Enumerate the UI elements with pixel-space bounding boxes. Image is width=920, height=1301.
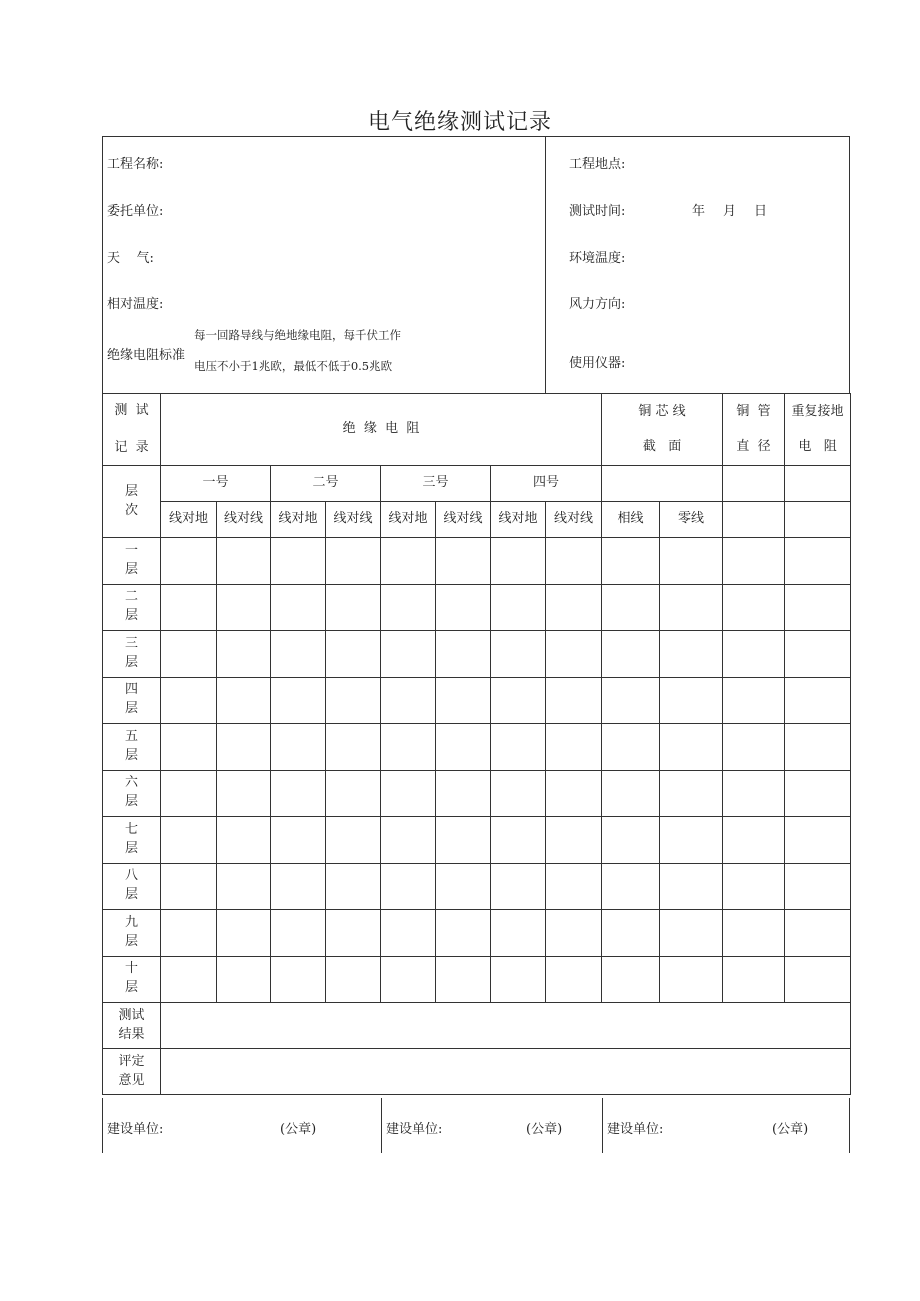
measurement-cell[interactable] bbox=[723, 677, 785, 724]
measurement-cell[interactable] bbox=[723, 631, 785, 678]
measurement-cell[interactable] bbox=[546, 863, 602, 910]
measurement-cell[interactable] bbox=[723, 584, 785, 631]
copper-pipe-header bbox=[723, 394, 785, 466]
standard-text-line2: 电压不小于1兆欧，最低不低于0.5兆欧 bbox=[194, 359, 393, 373]
measurement-cell[interactable] bbox=[217, 677, 271, 724]
measurement-cell[interactable] bbox=[436, 631, 491, 678]
measurement-cell[interactable] bbox=[217, 724, 271, 771]
circuit-4-header: 四号 bbox=[491, 466, 602, 502]
floor-rows bbox=[103, 538, 851, 1003]
measurement-cell[interactable] bbox=[660, 863, 723, 910]
measurement-cell[interactable] bbox=[491, 724, 546, 771]
signature-block bbox=[102, 1098, 850, 1153]
test-record-line2: 记 录 bbox=[114, 439, 149, 455]
measurement-cell[interactable] bbox=[785, 956, 851, 1003]
evaluation-line1: 评定 bbox=[118, 1053, 145, 1069]
measurement-cell[interactable] bbox=[660, 584, 723, 631]
floor-unit: 层 bbox=[124, 654, 138, 670]
floor-row bbox=[103, 817, 851, 864]
measurement-cell[interactable] bbox=[436, 956, 491, 1003]
floor-label bbox=[103, 631, 161, 678]
floor-number: 五 bbox=[124, 728, 138, 744]
measurement-cell[interactable] bbox=[161, 817, 217, 864]
measurement-cell[interactable] bbox=[326, 863, 381, 910]
weather-label: 天 气: bbox=[107, 251, 154, 266]
evaluation-line2: 意见 bbox=[118, 1072, 145, 1088]
measurement-cell[interactable] bbox=[436, 910, 491, 957]
measurement-cell[interactable] bbox=[271, 863, 326, 910]
measurement-cell[interactable] bbox=[217, 956, 271, 1003]
measurement-cell[interactable] bbox=[217, 584, 271, 631]
copper-core-line2: 截 面 bbox=[642, 438, 682, 454]
floor-header-line2: 次 bbox=[124, 502, 138, 518]
measurement-cell[interactable] bbox=[326, 631, 381, 678]
signature-unit-2: 建设单位: bbox=[386, 1122, 443, 1137]
measurement-cell[interactable] bbox=[602, 538, 660, 585]
measurement-cell[interactable] bbox=[602, 631, 660, 678]
measurement-cell[interactable] bbox=[436, 817, 491, 864]
floor-label bbox=[103, 538, 161, 585]
info-divider bbox=[545, 136, 547, 394]
signature-seal-1: (公章) bbox=[280, 1122, 317, 1137]
circuit-2-line-line: 线对线 bbox=[326, 502, 381, 538]
measurement-cell[interactable] bbox=[161, 910, 217, 957]
test-record-line1: 测 试 bbox=[114, 402, 149, 418]
floor-number: 六 bbox=[124, 775, 138, 791]
test-time-label: 测试时间: bbox=[569, 204, 626, 219]
measurement-cell[interactable] bbox=[785, 910, 851, 957]
measurement-cell[interactable] bbox=[602, 910, 660, 957]
header-row-3 bbox=[103, 502, 851, 538]
measurement-cell[interactable] bbox=[491, 863, 546, 910]
measurement-cell[interactable] bbox=[436, 724, 491, 771]
measurement-cell[interactable] bbox=[436, 863, 491, 910]
measurement-cell[interactable] bbox=[271, 956, 326, 1003]
measurement-cell[interactable] bbox=[326, 584, 381, 631]
circuit-4-line-ground: 线对地 bbox=[491, 502, 546, 538]
measurement-cell[interactable] bbox=[161, 631, 217, 678]
evaluation-field[interactable] bbox=[161, 1049, 851, 1095]
measurement-cell[interactable] bbox=[161, 538, 217, 585]
measurement-cell[interactable] bbox=[381, 910, 436, 957]
signature-divider-1 bbox=[381, 1098, 383, 1153]
floor-number: 一 bbox=[124, 542, 138, 558]
floor-number: 三 bbox=[124, 635, 138, 651]
floor-label bbox=[103, 910, 161, 957]
measurement-cell[interactable] bbox=[546, 538, 602, 585]
measurement-cell[interactable] bbox=[546, 817, 602, 864]
floor-row bbox=[103, 584, 851, 631]
circuit-1-header: 一号 bbox=[161, 466, 271, 502]
circuit-2-line-ground: 线对地 bbox=[271, 502, 326, 538]
floor-row bbox=[103, 724, 851, 771]
circuit-3-line-line: 线对线 bbox=[436, 502, 491, 538]
measurement-cell[interactable] bbox=[436, 584, 491, 631]
measurement-cell[interactable] bbox=[723, 817, 785, 864]
measurement-cell[interactable] bbox=[271, 910, 326, 957]
record-form bbox=[102, 136, 850, 1153]
measurement-cell[interactable] bbox=[546, 956, 602, 1003]
measurement-cell[interactable] bbox=[381, 538, 436, 585]
floor-unit: 层 bbox=[124, 840, 138, 856]
test-result-field[interactable] bbox=[161, 1003, 851, 1049]
measurement-cell[interactable] bbox=[491, 817, 546, 864]
instrument-label: 使用仪器: bbox=[569, 356, 626, 371]
floor-label bbox=[103, 677, 161, 724]
floor-row bbox=[103, 677, 851, 724]
measurement-cell[interactable] bbox=[546, 631, 602, 678]
copper-core-line1: 铜 芯 线 bbox=[638, 403, 686, 419]
measurement-cell[interactable] bbox=[546, 677, 602, 724]
signature-seal-3: (公章) bbox=[772, 1122, 809, 1137]
floor-number: 九 bbox=[124, 914, 138, 930]
project-location-label: 工程地点: bbox=[569, 157, 626, 172]
standard-label: 绝缘电阻标准 bbox=[107, 348, 186, 363]
info-block bbox=[102, 136, 850, 394]
header-row-1 bbox=[103, 394, 851, 466]
measurement-cell[interactable] bbox=[217, 770, 271, 817]
measurement-cell[interactable] bbox=[723, 863, 785, 910]
measurement-cell[interactable] bbox=[436, 538, 491, 585]
measurement-cell[interactable] bbox=[326, 724, 381, 771]
result-row bbox=[103, 1003, 851, 1049]
measurement-cell[interactable] bbox=[785, 770, 851, 817]
circuit-3-line-ground: 线对地 bbox=[381, 502, 436, 538]
measurement-cell[interactable] bbox=[381, 770, 436, 817]
ground-resistance-header bbox=[785, 394, 851, 466]
measurement-cell[interactable] bbox=[785, 863, 851, 910]
floor-row bbox=[103, 538, 851, 585]
measurement-cell[interactable] bbox=[660, 956, 723, 1003]
signature-unit-3: 建设单位: bbox=[607, 1122, 664, 1137]
floor-number: 四 bbox=[124, 682, 138, 698]
ground-subheader-blank bbox=[785, 466, 851, 502]
test-result-line1: 测试 bbox=[118, 1007, 145, 1023]
measurement-cell[interactable] bbox=[723, 724, 785, 771]
measurement-cell[interactable] bbox=[217, 817, 271, 864]
floor-label bbox=[103, 724, 161, 771]
measurement-cell[interactable] bbox=[381, 631, 436, 678]
test-result-line2: 结果 bbox=[118, 1026, 145, 1042]
test-result-label bbox=[103, 1003, 161, 1049]
floor-unit: 层 bbox=[124, 701, 138, 717]
floor-header bbox=[103, 466, 161, 538]
measurement-cell[interactable] bbox=[161, 956, 217, 1003]
test-record-header bbox=[103, 394, 161, 466]
measurement-cell[interactable] bbox=[271, 677, 326, 724]
measurement-cell[interactable] bbox=[381, 584, 436, 631]
floor-label bbox=[103, 584, 161, 631]
measurement-cell[interactable] bbox=[271, 584, 326, 631]
evaluation-label bbox=[103, 1049, 161, 1095]
measurement-cell[interactable] bbox=[381, 724, 436, 771]
floor-unit: 层 bbox=[124, 980, 138, 996]
measurement-cell[interactable] bbox=[326, 910, 381, 957]
header-row-2 bbox=[103, 466, 851, 502]
measurement-cell[interactable] bbox=[785, 538, 851, 585]
measurement-cell[interactable] bbox=[381, 677, 436, 724]
relative-temp-label: 相对温度: bbox=[107, 297, 164, 312]
floor-label bbox=[103, 770, 161, 817]
floor-row bbox=[103, 910, 851, 957]
measurement-cell[interactable] bbox=[723, 770, 785, 817]
measurement-cell[interactable] bbox=[271, 631, 326, 678]
ground-blank bbox=[785, 502, 851, 538]
floor-number: 二 bbox=[124, 589, 138, 605]
measurement-cell[interactable] bbox=[161, 724, 217, 771]
measurement-cell[interactable] bbox=[381, 956, 436, 1003]
month-label: 月 bbox=[723, 204, 737, 219]
measurement-cell[interactable] bbox=[602, 584, 660, 631]
circuit-1-line-line: 线对线 bbox=[217, 502, 271, 538]
floor-unit: 层 bbox=[124, 933, 138, 949]
neutral-line-header: 零线 bbox=[660, 502, 723, 538]
day-label: 日 bbox=[754, 204, 768, 219]
floor-unit: 层 bbox=[124, 887, 138, 903]
measurement-cell[interactable] bbox=[491, 770, 546, 817]
ground-line2: 电 阻 bbox=[798, 438, 837, 454]
measurement-table bbox=[102, 393, 851, 1095]
opinion-row bbox=[103, 1049, 851, 1095]
signature-seal-2: (公章) bbox=[526, 1122, 563, 1137]
signature-divider-2 bbox=[602, 1098, 604, 1153]
circuit-4-line-line: 线对线 bbox=[546, 502, 602, 538]
measurement-cell[interactable] bbox=[660, 724, 723, 771]
copper-pipe-blank bbox=[723, 502, 785, 538]
measurement-cell[interactable] bbox=[660, 631, 723, 678]
copper-core-header bbox=[602, 394, 723, 466]
measurement-cell[interactable] bbox=[161, 863, 217, 910]
circuit-1-line-ground: 线对地 bbox=[161, 502, 217, 538]
measurement-cell[interactable] bbox=[491, 631, 546, 678]
measurement-cell[interactable] bbox=[326, 538, 381, 585]
signature-unit-1: 建设单位: bbox=[107, 1122, 164, 1137]
floor-unit: 层 bbox=[124, 794, 138, 810]
measurement-cell[interactable] bbox=[602, 863, 660, 910]
floor-unit: 层 bbox=[124, 608, 138, 624]
floor-label bbox=[103, 817, 161, 864]
measurement-cell[interactable] bbox=[785, 677, 851, 724]
measurement-cell[interactable] bbox=[723, 910, 785, 957]
measurement-cell[interactable] bbox=[602, 770, 660, 817]
floor-row bbox=[103, 770, 851, 817]
measurement-cell[interactable] bbox=[326, 817, 381, 864]
floor-header-line1: 层 bbox=[124, 483, 138, 499]
measurement-cell[interactable] bbox=[271, 538, 326, 585]
measurement-cell[interactable] bbox=[660, 770, 723, 817]
measurement-cell[interactable] bbox=[785, 584, 851, 631]
copper-pipe-subheader-blank bbox=[723, 466, 785, 502]
measurement-cell[interactable] bbox=[785, 631, 851, 678]
year-label: 年 bbox=[692, 204, 706, 219]
measurement-cell[interactable] bbox=[602, 956, 660, 1003]
floor-unit: 层 bbox=[124, 747, 138, 763]
measurement-cell[interactable] bbox=[217, 631, 271, 678]
measurement-cell[interactable] bbox=[161, 584, 217, 631]
floor-row bbox=[103, 631, 851, 678]
measurement-cell[interactable] bbox=[723, 538, 785, 585]
floor-number: 八 bbox=[124, 868, 138, 884]
measurement-cell[interactable] bbox=[217, 538, 271, 585]
measurement-cell[interactable] bbox=[602, 677, 660, 724]
ground-line1: 重复接地 bbox=[791, 403, 844, 419]
measurement-cell[interactable] bbox=[381, 863, 436, 910]
measurement-cell[interactable] bbox=[660, 677, 723, 724]
measurement-cell[interactable] bbox=[161, 677, 217, 724]
measurement-cell[interactable] bbox=[660, 817, 723, 864]
measurement-cell[interactable] bbox=[602, 724, 660, 771]
measurement-cell[interactable] bbox=[785, 817, 851, 864]
copper-pipe-line1: 铜 管 bbox=[736, 403, 771, 419]
wind-direction-label: 风力方向: bbox=[569, 297, 626, 312]
copper-core-subheader-blank bbox=[602, 466, 723, 502]
measurement-cell[interactable] bbox=[785, 724, 851, 771]
measurement-cell[interactable] bbox=[546, 910, 602, 957]
measurement-cell[interactable] bbox=[491, 956, 546, 1003]
standard-text-line1: 每一回路导线与绝地缘电阻，每千伏工作 bbox=[194, 328, 401, 342]
floor-label bbox=[103, 863, 161, 910]
measurement-cell[interactable] bbox=[326, 677, 381, 724]
measurement-cell[interactable] bbox=[161, 770, 217, 817]
measurement-cell[interactable] bbox=[491, 584, 546, 631]
phase-line-header: 相线 bbox=[602, 502, 660, 538]
floor-number: 七 bbox=[124, 821, 138, 837]
floor-row bbox=[103, 863, 851, 910]
page-title: 电气绝缘测试记录 bbox=[367, 110, 552, 135]
measurement-cell[interactable] bbox=[326, 956, 381, 1003]
measurement-cell[interactable] bbox=[491, 910, 546, 957]
measurement-cell[interactable] bbox=[436, 677, 491, 724]
measurement-cell[interactable] bbox=[660, 910, 723, 957]
measurement-cell[interactable] bbox=[326, 770, 381, 817]
circuit-2-header: 二号 bbox=[271, 466, 381, 502]
measurement-cell[interactable] bbox=[381, 817, 436, 864]
measurement-cell[interactable] bbox=[660, 538, 723, 585]
measurement-cell[interactable] bbox=[271, 817, 326, 864]
ambient-temp-label: 环境温度: bbox=[569, 251, 626, 266]
floor-row bbox=[103, 956, 851, 1003]
measurement-cell[interactable] bbox=[491, 677, 546, 724]
measurement-cell[interactable] bbox=[602, 817, 660, 864]
client-label: 委托单位: bbox=[107, 204, 164, 219]
floor-label bbox=[103, 956, 161, 1003]
measurement-cell[interactable] bbox=[436, 770, 491, 817]
project-name-label: 工程名称: bbox=[107, 157, 164, 172]
insulation-header: 绝 缘 电 阻 bbox=[161, 394, 602, 466]
measurement-cell[interactable] bbox=[271, 770, 326, 817]
measurement-cell[interactable] bbox=[723, 956, 785, 1003]
measurement-cell[interactable] bbox=[546, 770, 602, 817]
measurement-cell[interactable] bbox=[546, 724, 602, 771]
measurement-cell[interactable] bbox=[217, 863, 271, 910]
measurement-cell[interactable] bbox=[217, 910, 271, 957]
measurement-cell[interactable] bbox=[546, 584, 602, 631]
floor-unit: 层 bbox=[124, 561, 138, 577]
measurement-cell[interactable] bbox=[491, 538, 546, 585]
measurement-cell[interactable] bbox=[271, 724, 326, 771]
floor-number: 十 bbox=[124, 961, 138, 977]
copper-pipe-line2: 直 径 bbox=[736, 438, 771, 454]
circuit-3-header: 三号 bbox=[381, 466, 491, 502]
